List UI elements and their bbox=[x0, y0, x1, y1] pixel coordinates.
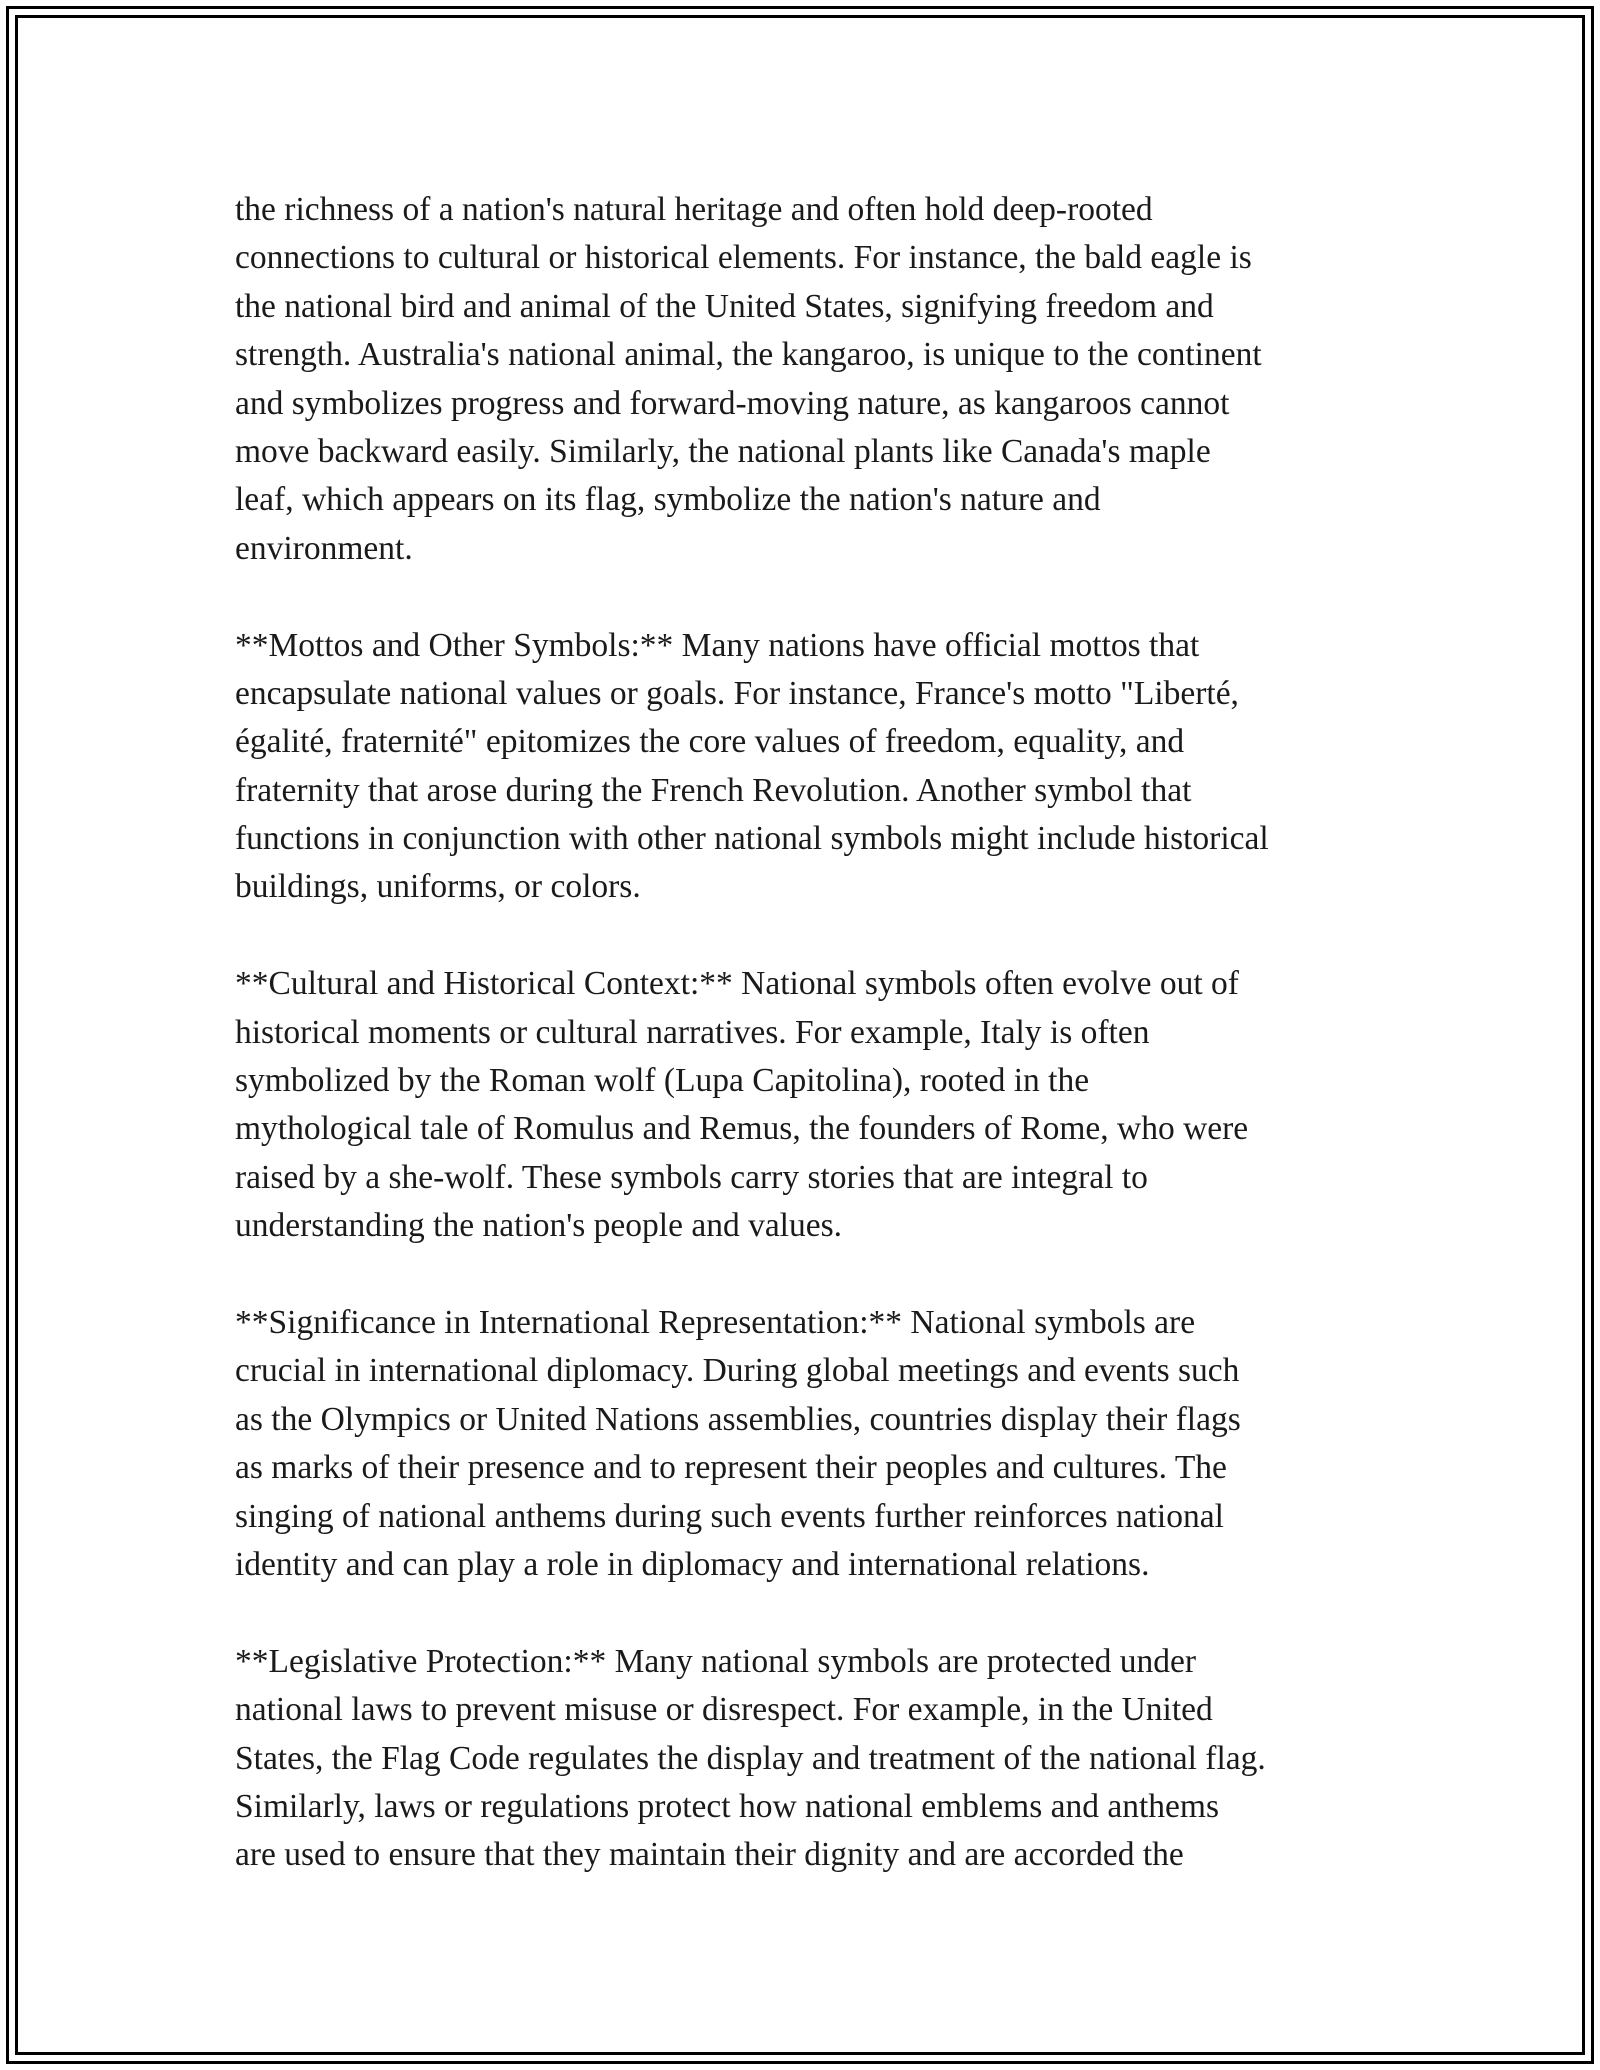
text-line: connections to cultural or historical elements. For instance, the bald eagle is bbox=[235, 239, 1252, 277]
text-line: strength. Australia's national animal, the kangaroo, is unique to the continent bbox=[235, 336, 1262, 374]
text-line: **Cultural and Historical Context:** National symbols often evolve out of bbox=[235, 965, 1239, 1003]
paragraph-legislative-protection bbox=[235, 1638, 1385, 1880]
text-line: historical moments or cultural narratives. For example, Italy is often bbox=[235, 1013, 1150, 1051]
text-line: move backward easily. Similarly, the national plants like Canada's maple bbox=[235, 432, 1211, 470]
text-line: raised by a she-wolf. These symbols carry stories that are integral to bbox=[235, 1158, 1148, 1196]
text-line: as marks of their presence and to represent their peoples and cultures. The bbox=[235, 1449, 1227, 1487]
text-line: crucial in international diplomacy. During global meetings and events such bbox=[235, 1352, 1240, 1390]
document-body bbox=[235, 186, 1385, 1880]
text-line: environment. bbox=[235, 529, 413, 567]
text-line: the national bird and animal of the United States, signifying freedom and bbox=[235, 287, 1214, 325]
text-line: symbolized by the Roman wolf (Lupa Capitolina), rooted in the bbox=[235, 1062, 1090, 1100]
text-line: and symbolizes progress and forward-moving nature, as kangaroos cannot bbox=[235, 384, 1230, 422]
text-line: identity and can play a role in diplomacy and international relations. bbox=[235, 1545, 1150, 1583]
text-line: **Mottos and Other Symbols:** Many nations have official mottos that bbox=[235, 626, 1200, 664]
text-line: leaf, which appears on its flag, symbolize the nation's nature and bbox=[235, 481, 1101, 519]
text-line: as the Olympics or United Nations assemblies, countries display their flags bbox=[235, 1400, 1241, 1438]
text-line: functions in conjunction with other national symbols might include historical bbox=[235, 820, 1269, 858]
paragraph-natural-symbols bbox=[235, 186, 1385, 573]
text-line: mythological tale of Romulus and Remus, the founders of Rome, who were bbox=[235, 1110, 1249, 1148]
paragraph-cultural-context bbox=[235, 960, 1385, 1250]
text-line: the richness of a nation's natural heritage and often hold deep-rooted bbox=[235, 191, 1153, 228]
text-line: buildings, uniforms, or colors. bbox=[235, 868, 641, 906]
text-line: singing of national anthems during such events further reinforces national bbox=[235, 1497, 1224, 1535]
text-line: encapsulate national values or goals. For instance, France's motto "Liberté, bbox=[235, 674, 1239, 712]
text-line: understanding the nation's people and values. bbox=[235, 1207, 843, 1245]
paragraph-international-representation bbox=[235, 1299, 1385, 1589]
text-line: Similarly, laws or regulations protect how national emblems and anthems bbox=[235, 1787, 1219, 1825]
text-line: are used to ensure that they maintain their dignity and are accorded the bbox=[235, 1836, 1184, 1874]
text-line: **Significance in International Representation:** National symbols are bbox=[235, 1303, 1196, 1341]
text-line: **Legislative Protection:** Many national symbols are protected under bbox=[235, 1642, 1197, 1680]
paragraph-mottos bbox=[235, 622, 1385, 912]
text-line: national laws to prevent misuse or disrespect. For example, in the United bbox=[235, 1691, 1213, 1729]
text-line: States, the Flag Code regulates the display and treatment of the national flag. bbox=[235, 1739, 1266, 1777]
text-line: fraternity that arose during the French Revolution. Another symbol that bbox=[235, 771, 1192, 809]
text-line: égalité, fraternité" epitomizes the core values of freedom, equality, and bbox=[235, 723, 1185, 761]
